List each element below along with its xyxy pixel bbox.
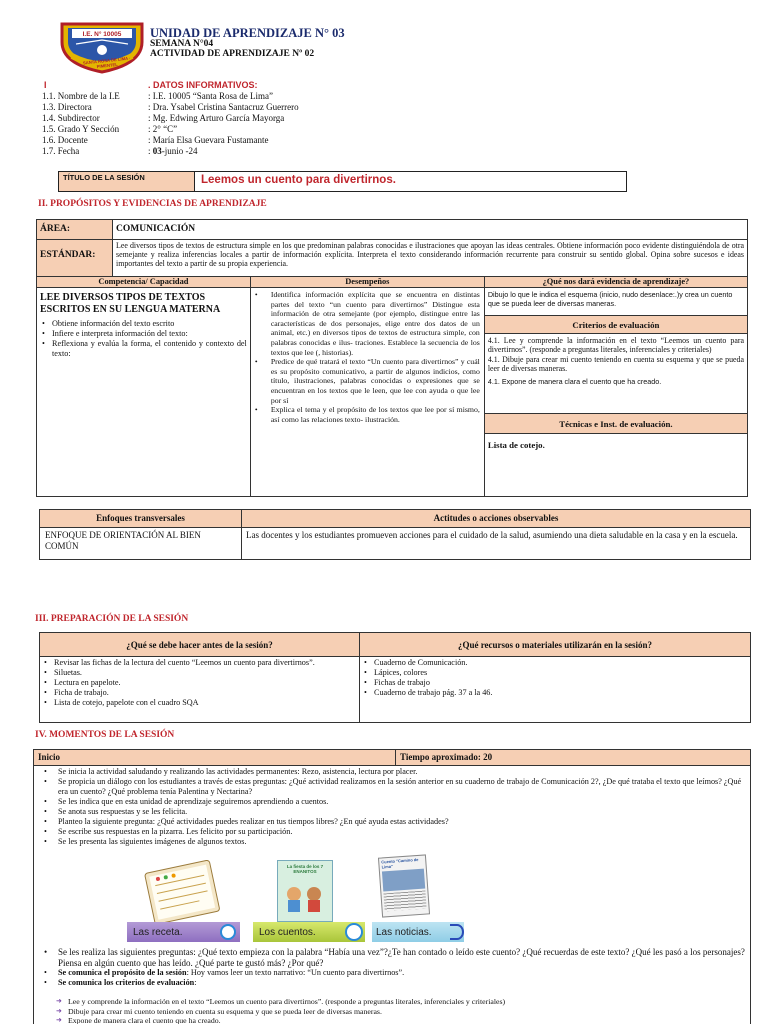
circle-icon bbox=[450, 924, 464, 940]
proposito-text: : Hoy vamos leer un texto narrativo: “Un cuento para divertirnos”. bbox=[186, 968, 405, 977]
list-item: • Lista de cotejo, papelote con el cuadro SQA bbox=[42, 698, 357, 708]
datos-value: : Dra. Ysabel Cristina Santacruz Guerrero bbox=[148, 102, 299, 112]
evidencia-text: Dibujo lo que le indica el esquema (inicio, nudo desenlace:.)y crea un cuento que se pueda leer de diversas maneras. bbox=[487, 290, 733, 309]
datos-label: 1.1. Nombre de la I.E bbox=[42, 91, 120, 101]
list-item: • Ficha de trabajo. bbox=[42, 688, 357, 698]
datos-value: : I.E. 10005 “Santa Rosa de Lima” bbox=[148, 91, 273, 101]
desempenos-cell bbox=[250, 288, 484, 497]
inicio-label: Inicio bbox=[34, 750, 396, 765]
enfoque-value: ENFOQUE DE ORIENTACIÓN AL BIEN COMÚN bbox=[40, 528, 242, 560]
datos-list bbox=[42, 91, 299, 157]
newspaper-lines bbox=[383, 891, 426, 912]
list-item bbox=[42, 968, 746, 978]
week-title: SEMANA N°04 bbox=[150, 39, 214, 49]
criterio-item: 4.1. Expone de manera clara el cuento que ha creado. bbox=[487, 376, 662, 386]
story-image-card bbox=[253, 860, 365, 942]
competencia-cell bbox=[37, 288, 251, 497]
list-item: • Fichas de trabajo bbox=[362, 678, 748, 688]
competencia-title: LEE DIVERSOS TIPOS DE TEXTOS ESCRITOS EN SU LENGUA MATERNA bbox=[40, 292, 221, 315]
list-item: • Predice de qué tratará el texto “Un cuento para divertirnos” y cuál es su propósito comunicativo, a partir de algunos indicios, como título, ilustraciones, palabras conocidas o expresiones que se encuentran en los textos que le leen, que lee con ayuda o que lee por sí bbox=[253, 357, 480, 405]
criterio-item: 4.1. Dibuje para crear mi cuento teniendo en cuenta su esquema y que se pueda leer de diversas maneras. bbox=[487, 354, 744, 374]
story-label-bar bbox=[253, 922, 365, 942]
list-item: • Revisar las fichas de la lectura del cuento “Leemos un cuento para divertirnos”. bbox=[42, 658, 357, 668]
datos-label: 1.5. Grado Y Sección bbox=[42, 124, 120, 134]
recipe-label-bar bbox=[127, 922, 240, 942]
logo-caption: SANTA ROSA DE LIMA · PIMENTEL bbox=[82, 55, 131, 70]
area-value: COMUNICACIÓN bbox=[113, 220, 748, 240]
news-label: Las noticias. bbox=[376, 926, 432, 938]
circle-icon bbox=[220, 924, 236, 940]
recursos-list bbox=[362, 658, 748, 698]
datos-value: : Mg. Edwing Arturo García Mayorga bbox=[148, 113, 285, 123]
list-item: • Cuaderno de trabajo pág. 37 a la 46. bbox=[362, 688, 748, 698]
inicio-list-2 bbox=[42, 947, 746, 988]
momentos-title: IV. MOMENTOS DE LA SESIÓN bbox=[35, 730, 175, 740]
section-roman: I bbox=[44, 80, 47, 90]
proposito-label: Se comunica el propósito de la sesión bbox=[58, 968, 187, 977]
news-label-bar bbox=[372, 922, 464, 942]
recipe-label: Las receta. bbox=[133, 926, 183, 938]
tecnicas-value: Lista de cotejo. bbox=[487, 440, 545, 450]
session-title: Leemos un cuento para divertirnos. bbox=[201, 174, 396, 186]
storybook-title: La fiesta de los 7 ENANITOS bbox=[286, 864, 324, 874]
criterios-colon: : bbox=[194, 978, 197, 987]
enfoques-table bbox=[39, 509, 751, 560]
storybook-cover bbox=[277, 860, 333, 922]
enfoques-col1: Enfoques transversales bbox=[40, 510, 242, 528]
session-title-box bbox=[58, 171, 627, 192]
logo-text-top: I.E. N° 10005 bbox=[82, 31, 122, 38]
propositos-table bbox=[36, 219, 748, 497]
antes-cell bbox=[40, 657, 360, 723]
area-label: ÁREA: bbox=[37, 220, 113, 240]
criterios-list bbox=[485, 334, 747, 413]
list-item bbox=[42, 978, 746, 988]
date-day: 03 bbox=[152, 146, 162, 156]
date-prefix: : bbox=[148, 146, 153, 156]
col-desempenos: Desempeños bbox=[250, 277, 484, 288]
list-item: • Lápices, colores bbox=[362, 668, 748, 678]
tecnicas-heading: Técnicas e Inst. de evaluación. bbox=[485, 413, 747, 434]
criterios-heading: Criterios de evaluación bbox=[485, 315, 747, 334]
list-item: • Cuaderno de Comunicación. bbox=[362, 658, 748, 668]
list-item: • Se inicia la actividad saludando y realizando las actividades permanentes: Rezo, asistencia, lectura por placer. bbox=[42, 767, 744, 777]
list-item: • Siluetas. bbox=[42, 668, 357, 678]
actitud-value: Las docentes y los estudiantes promueven acciones para el cuidado de la salud, asumiendo una dieta saludable en la casa y en la escuela. bbox=[242, 528, 751, 560]
list-item: • Obtiene información del texto escrito bbox=[40, 319, 247, 329]
list-item: • Se propicia un diálogo con los estudiantes a través de estas preguntas: ¿Qué actividad realizamos en la sesión anterior en su cuaderno de trabajo de Comunicación 2?, ¿De qué trataba el texto que leímos? ¿Qué era un cuento? ¿Qué problema tenía Palentina y Nectarina? bbox=[42, 777, 744, 797]
datos-label: 1.6. Docente bbox=[42, 135, 88, 145]
datos-value: : María Elsa Guevara Fustamante bbox=[148, 135, 269, 145]
antes-list bbox=[42, 658, 357, 708]
list-item: • Se les indica que en esta unidad de aprendizaje seguiremos aprendiendo a cuentos. bbox=[42, 797, 744, 807]
list-item: • Reflexiona y evalúa la forma, el contenido y contexto del texto: bbox=[40, 339, 247, 359]
newspaper-headline: Cuento "Camino de Lima" bbox=[381, 856, 419, 870]
session-label: TÍTULO DE LA SESIÓN bbox=[59, 172, 195, 191]
propositos-title: II. PROPÓSITOS Y EVIDENCIAS DE APRENDIZAJE bbox=[38, 199, 267, 209]
datos-title: . DATOS INFORMATIVOS: bbox=[148, 80, 258, 90]
estandar-label: ESTÁNDAR: bbox=[37, 240, 113, 277]
activity-title: ACTIVIDAD DE APRENDIZAJE Nº 02 bbox=[150, 49, 315, 59]
capacidades-list bbox=[40, 319, 247, 359]
evidencia-cell bbox=[484, 288, 747, 497]
newspaper-photo bbox=[382, 869, 425, 892]
preparacion-col2: ¿Qué recursos o materiales utilizarán en la sesión? bbox=[360, 633, 751, 657]
criterios-sub-list bbox=[42, 997, 746, 1024]
datos-label: 1.3. Directora bbox=[42, 102, 92, 112]
inicio-header bbox=[34, 750, 750, 766]
date-rest: -junio -24 bbox=[161, 146, 198, 156]
recipe-notebook-icon bbox=[127, 860, 240, 922]
list-item: • Se anota sus respuestas y se les felicita. bbox=[42, 807, 744, 817]
list-item: • Lectura en papelote. bbox=[42, 678, 357, 688]
datos-label: 1.7. Fecha bbox=[42, 146, 80, 156]
newspaper bbox=[378, 854, 430, 917]
tiempo-label: Tiempo aproximado: 20 bbox=[396, 750, 750, 765]
story-label: Los cuentos. bbox=[259, 926, 316, 938]
criterio-item: 4.1. Lee y comprende la información en el texto “Leemos un cuento para divertirnos”. (responde a preguntas literales, inferenciales y criteriales) bbox=[487, 336, 744, 355]
criterio-sub-item: ➜ Expone de manera clara el cuento que ha creado. bbox=[42, 1016, 746, 1024]
momentos-box bbox=[33, 749, 751, 1024]
recursos-cell bbox=[360, 657, 751, 723]
list-item: • Se les realiza las siguientes preguntas: ¿Qué texto empieza con la palabra “Había una vez”?¿Te han contado o leído este cuento? ¿Qué recuerdas de este texto? ¿Qué les pasó a los personajes? Piensa en algún cuento que has leído. ¿Qué parte te gustó más? ¿Por qué? bbox=[42, 947, 746, 968]
criterio-sub-item: ➜ Dibuje para crear mi cuento teniendo en cuenta su esquema y que se pueda leer de diversas maneras. bbox=[42, 1007, 746, 1017]
preparacion-col1: ¿Qué se debe hacer antes de la sesión? bbox=[40, 633, 360, 657]
list-item: • Se escribe sus respuestas en la pizarra. Les felicito por su participación. bbox=[42, 827, 744, 837]
preparacion-title: III. PREPARACIÓN DE LA SESIÓN bbox=[35, 614, 189, 624]
criterios-label: Se comunica los criterios de evaluación bbox=[58, 978, 195, 987]
circle-icon bbox=[345, 923, 363, 941]
col-evidencia: ¿Qué nos dará evidencia de aprendizaje? bbox=[484, 277, 747, 288]
enfoques-col2: Actitudes o acciones observables bbox=[242, 510, 751, 528]
list-item: • Explica el tema y el propósito de los textos que lee por sí mismo, así como las relaciones texto- ilustración. bbox=[253, 405, 480, 424]
criterio-sub-item: ➜ Lee y comprende la información en el texto “Leemos un cuento para divertirnos”. (responde a preguntas literales, inferenciales y criteriales) bbox=[42, 997, 746, 1007]
unit-title: UNIDAD DE APRENDIZAJE N° 03 bbox=[150, 26, 345, 40]
list-item: • Identifica información explícita que se encuentra en distintas partes del texto “un cuento para divertirnos” Distingue esta información de otra semejante (por ejemplo, distingue entre las características de dos personajes, elige entre dos datos de un animal, etc.) en diversos tipos de textos de estructura simple, con palabras conocidas e ilus- traciones. Establece la secuencia de los textos que lee (, historias). bbox=[253, 290, 480, 357]
recipe-image-card bbox=[127, 860, 240, 942]
desempenos-list bbox=[253, 290, 480, 424]
news-image-card bbox=[372, 856, 464, 942]
storybook-illustration-icon bbox=[280, 874, 330, 914]
datos-label: 1.4. Subdirector bbox=[42, 113, 100, 123]
inicio-list bbox=[34, 766, 750, 847]
estandar-text: Lee diversos tipos de textos de estructura simple en los que predominan palabras conocidas e ilustraciones que apoyan las ideas centrales. Obtiene información poco evidente distinguiéndola de otra semejante y realiza inferencias locales a partir de información explícita. Interpreta el texto considerando información recurrente para construir su sentido global. Opina sobre sucesos e ideas importantes del texto a partir de su propia experiencia. bbox=[113, 240, 748, 277]
preparacion-table bbox=[39, 632, 751, 723]
col-competencia: Competencia/ Capacidad bbox=[37, 277, 251, 288]
list-item: • Se les presenta las siguientes imágenes de algunos textos. bbox=[42, 837, 744, 847]
list-item: • Planteo la siguiente pregunta: ¿Qué actividades puedes realizar en tus tiempos libres? ¿En qué ayuda estas actividades? bbox=[42, 817, 744, 827]
list-item: • Infiere e interpreta información del texto: bbox=[40, 329, 247, 339]
datos-value: : 2° “C” bbox=[148, 124, 178, 134]
